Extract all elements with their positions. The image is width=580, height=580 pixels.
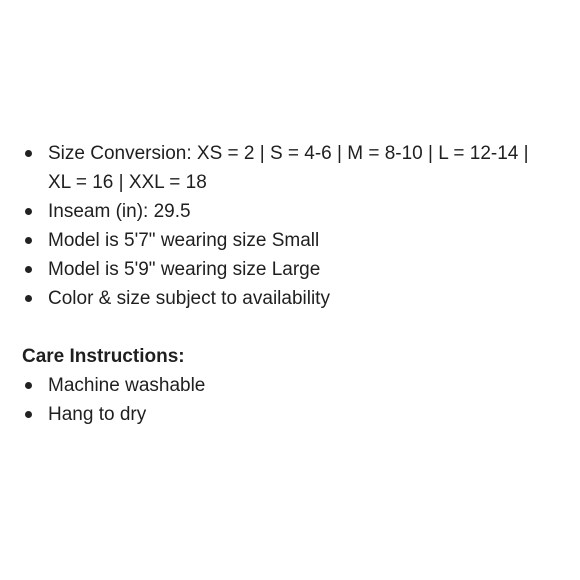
care-instructions-heading: Care Instructions: [22, 346, 185, 367]
product-description [22, 139, 552, 429]
product-details-list [22, 139, 552, 313]
list-item-text: Model is 5'9" wearing size Large [48, 259, 321, 280]
bullet-icon [25, 295, 32, 302]
list-item-model-large [22, 255, 552, 284]
care-instructions-list [22, 371, 552, 429]
bullet-icon [25, 382, 32, 389]
list-item-text: Machine washable [48, 375, 206, 396]
list-item-text: Inseam (in): 29.5 [48, 201, 191, 222]
bullet-icon [25, 411, 32, 418]
bullet-icon [25, 266, 32, 273]
list-item-availability [22, 284, 552, 313]
list-item-hang-to-dry [22, 400, 552, 429]
list-item-text: Model is 5'7" wearing size Small [48, 230, 320, 251]
list-item-inseam [22, 197, 552, 226]
list-item-text: Color & size subject to availability [48, 288, 330, 309]
bullet-icon [25, 150, 32, 157]
bullet-icon [25, 208, 32, 215]
list-item-text: Size Conversion: XS = 2 | S = 4-6 | M = 8-10 | L = 12-14 | XL = 16 | XXL = 18 [48, 143, 529, 193]
list-item-size-conversion [22, 139, 552, 197]
list-item-model-small [22, 226, 552, 255]
list-item-machine-washable [22, 371, 552, 400]
list-item-text: Hang to dry [48, 404, 147, 425]
bullet-icon [25, 237, 32, 244]
